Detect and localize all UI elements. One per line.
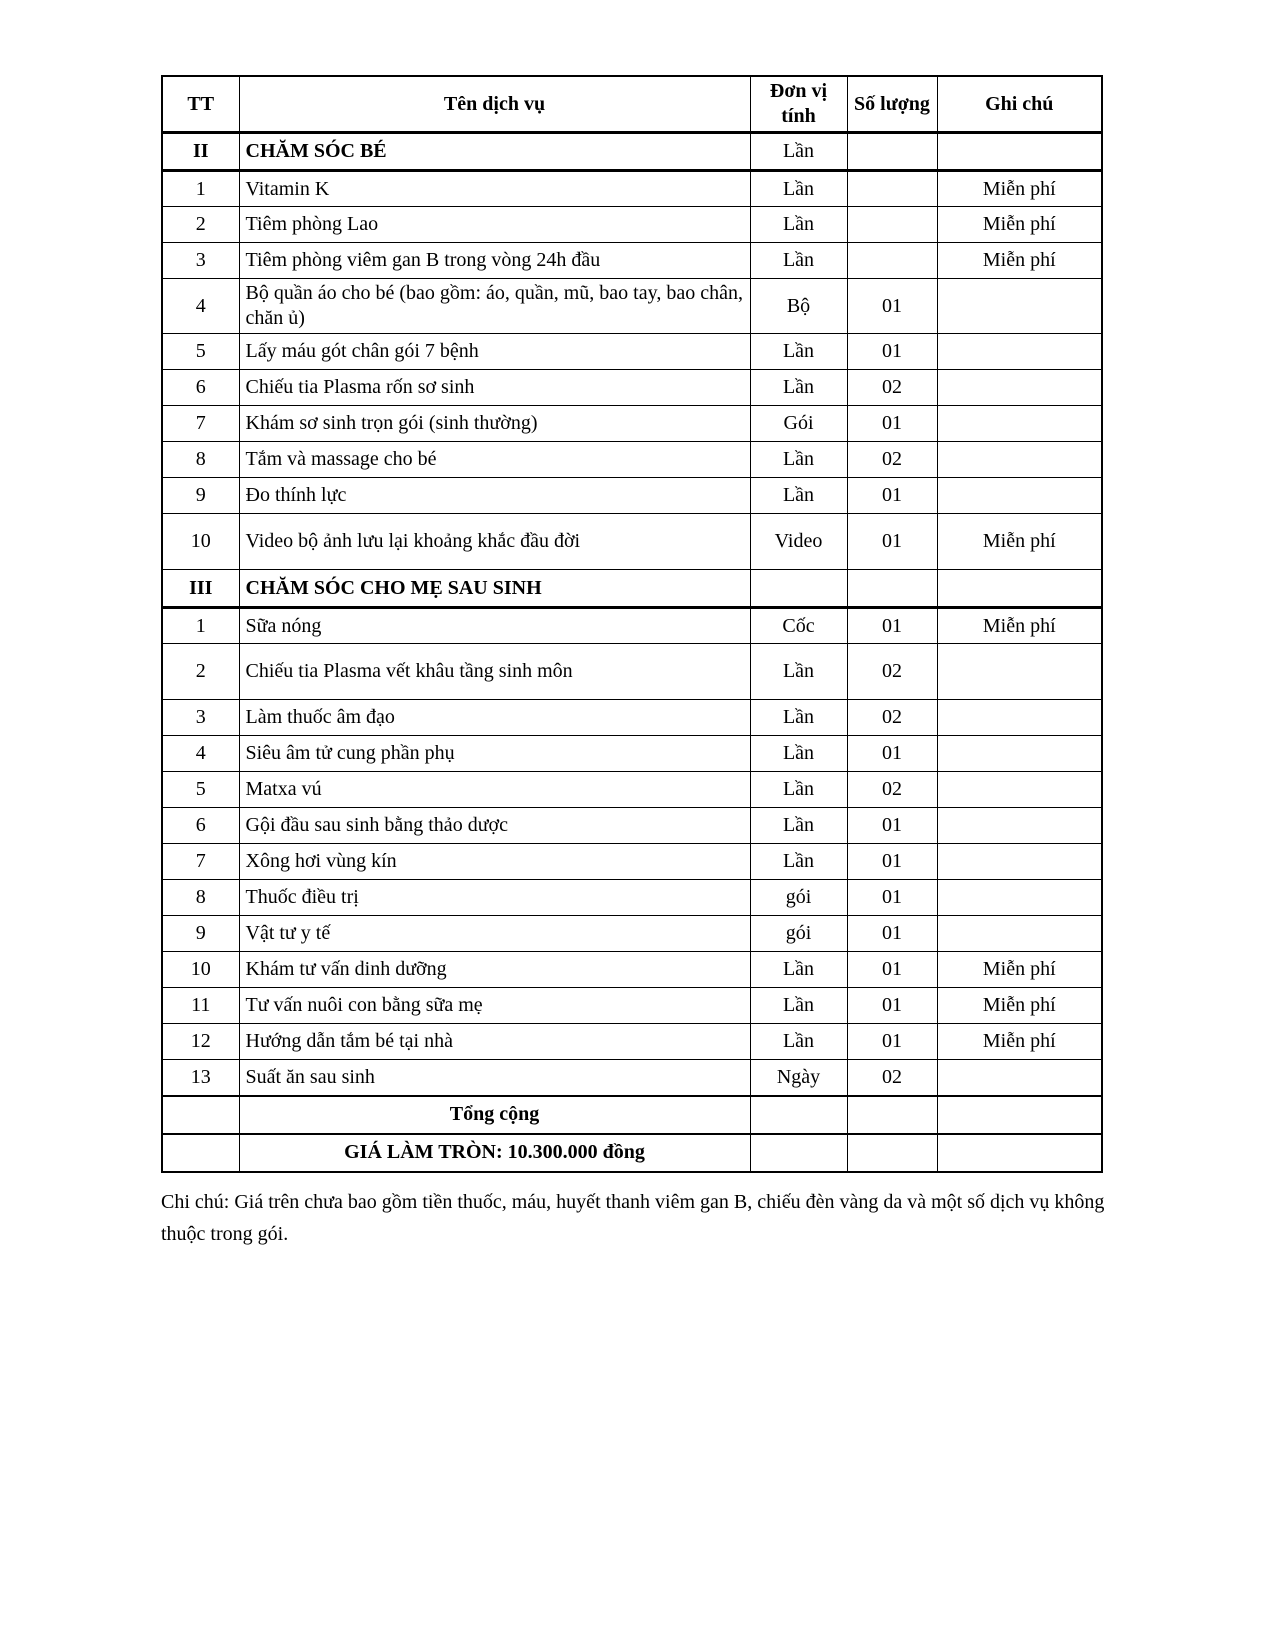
cell-qty: 01 — [847, 844, 937, 880]
table-row — [162, 736, 1102, 772]
cell-tt — [162, 1096, 239, 1134]
cell-note: Miễn phí — [937, 988, 1102, 1024]
cell-note — [937, 1060, 1102, 1096]
cell-tt: 13 — [162, 1060, 239, 1096]
cell-unit: Lần — [750, 243, 847, 279]
cell-name: CHĂM SÓC BÉ — [239, 133, 750, 171]
cell-tt: 9 — [162, 916, 239, 952]
cell-unit: Gói — [750, 406, 847, 442]
cell-tt: 2 — [162, 207, 239, 243]
table-row — [162, 442, 1102, 478]
cell-unit: Lần — [750, 644, 847, 700]
cell-qty — [847, 133, 937, 171]
cell-qty: 02 — [847, 644, 937, 700]
cell-unit: Video — [750, 514, 847, 570]
cell-unit — [750, 1096, 847, 1134]
cell-name: Bộ quần áo cho bé (bao gồm: áo, quần, mũ, bao tay, bao chân, chăn ủ) — [239, 279, 750, 334]
table-row — [162, 772, 1102, 808]
cell-unit: Lần — [750, 700, 847, 736]
cell-unit: Lần — [750, 772, 847, 808]
cell-qty: 02 — [847, 442, 937, 478]
cell-name: Gội đầu sau sinh bằng thảo dược — [239, 808, 750, 844]
table-row — [162, 279, 1102, 334]
cell-tt: II — [162, 133, 239, 171]
cell-note — [937, 916, 1102, 952]
cell-qty: 01 — [847, 334, 937, 370]
cell-name: Làm thuốc âm đạo — [239, 700, 750, 736]
cell-tt — [162, 1134, 239, 1172]
cell-note: Miễn phí — [937, 514, 1102, 570]
cell-qty: 01 — [847, 736, 937, 772]
cell-tt: 6 — [162, 370, 239, 406]
cell-unit: Lần — [750, 844, 847, 880]
cell-name: CHĂM SÓC CHO MẸ SAU SINH — [239, 570, 750, 608]
table-header — [162, 76, 1102, 133]
cell-tt: 10 — [162, 514, 239, 570]
cell-note — [937, 406, 1102, 442]
cell-name: Chiếu tia Plasma vết khâu tầng sinh môn — [239, 644, 750, 700]
cell-name: Tiêm phòng viêm gan B trong vòng 24h đầu — [239, 243, 750, 279]
cell-tt: 11 — [162, 988, 239, 1024]
cell-note — [937, 844, 1102, 880]
table-row — [162, 334, 1102, 370]
cell-tt: 1 — [162, 608, 239, 644]
table-row — [162, 880, 1102, 916]
cell-tt: 7 — [162, 406, 239, 442]
column-header-name: Tên dịch vụ — [239, 76, 750, 133]
table-row — [162, 644, 1102, 700]
cell-note: Miễn phí — [937, 952, 1102, 988]
table-row — [162, 700, 1102, 736]
cell-unit: Lần — [750, 952, 847, 988]
cell-name: Video bộ ảnh lưu lại khoảng khắc đầu đời — [239, 514, 750, 570]
cell-note: Miễn phí — [937, 243, 1102, 279]
table-header-row — [162, 76, 1102, 133]
cell-unit: gói — [750, 880, 847, 916]
cell-name: Sữa nóng — [239, 608, 750, 644]
cell-note — [937, 133, 1102, 171]
cell-qty: 01 — [847, 279, 937, 334]
column-header-tt: TT — [162, 76, 239, 133]
footnote: Chi chú: Giá trên chưa bao gồm tiền thuốc, máu, huyết thanh viêm gan B, chiếu đèn vàng da và một số dịch vụ không thuộc trong gói. — [161, 1190, 1105, 1245]
cell-note — [937, 334, 1102, 370]
cell-name: GIÁ LÀM TRÒN: 10.300.000 đồng — [239, 1134, 750, 1172]
cell-qty: 01 — [847, 916, 937, 952]
cell-unit: Lần — [750, 207, 847, 243]
cell-name: Tắm và massage cho bé — [239, 442, 750, 478]
table-row — [162, 514, 1102, 570]
cell-qty: 02 — [847, 772, 937, 808]
cell-qty: 01 — [847, 988, 937, 1024]
cell-unit: Cốc — [750, 608, 847, 644]
cell-qty: 02 — [847, 370, 937, 406]
cell-note — [937, 279, 1102, 334]
cell-qty: 01 — [847, 514, 937, 570]
table-row — [162, 608, 1102, 644]
cell-qty: 01 — [847, 478, 937, 514]
cell-name: Siêu âm tử cung phần phụ — [239, 736, 750, 772]
cell-unit: Ngày — [750, 1060, 847, 1096]
cell-note — [937, 478, 1102, 514]
section-header-row — [162, 570, 1102, 608]
table-row — [162, 1060, 1102, 1096]
table-row — [162, 844, 1102, 880]
cell-tt: 6 — [162, 808, 239, 844]
cell-note: Miễn phí — [937, 608, 1102, 644]
cell-tt: 8 — [162, 880, 239, 916]
cell-name: Hướng dẫn tắm bé tại nhà — [239, 1024, 750, 1060]
cell-note: Miễn phí — [937, 207, 1102, 243]
cell-unit — [750, 1134, 847, 1172]
cell-name: Vitamin K — [239, 171, 750, 207]
cell-tt: 4 — [162, 279, 239, 334]
cell-qty: 02 — [847, 700, 937, 736]
table-row — [162, 370, 1102, 406]
table-row — [162, 171, 1102, 207]
section-header-row — [162, 133, 1102, 171]
document-content — [161, 75, 1119, 1250]
table-row — [162, 1096, 1102, 1134]
cell-note — [937, 736, 1102, 772]
cell-note — [937, 880, 1102, 916]
cell-qty: 01 — [847, 808, 937, 844]
cell-tt: 12 — [162, 1024, 239, 1060]
cell-tt: 9 — [162, 478, 239, 514]
cell-unit: Lần — [750, 988, 847, 1024]
cell-note — [937, 1134, 1102, 1172]
cell-unit — [750, 570, 847, 608]
cell-note — [937, 442, 1102, 478]
cell-tt: 5 — [162, 334, 239, 370]
table-row — [162, 1024, 1102, 1060]
cell-note — [937, 644, 1102, 700]
cell-tt: 5 — [162, 772, 239, 808]
cell-qty: 02 — [847, 1060, 937, 1096]
table-row — [162, 808, 1102, 844]
cell-tt: 2 — [162, 644, 239, 700]
cell-unit: gói — [750, 916, 847, 952]
cell-unit: Lần — [750, 736, 847, 772]
table-row — [162, 916, 1102, 952]
cell-qty — [847, 171, 937, 207]
cell-note: Miễn phí — [937, 171, 1102, 207]
table-row — [162, 243, 1102, 279]
cell-unit: Lần — [750, 808, 847, 844]
cell-unit: Bộ — [750, 279, 847, 334]
cell-note — [937, 1096, 1102, 1134]
cell-name: Tiêm phòng Lao — [239, 207, 750, 243]
cell-qty: 01 — [847, 608, 937, 644]
cell-unit: Lần — [750, 171, 847, 207]
cell-note — [937, 370, 1102, 406]
cell-name: Chiếu tia Plasma rốn sơ sinh — [239, 370, 750, 406]
table-row — [162, 478, 1102, 514]
cell-tt: 4 — [162, 736, 239, 772]
cell-tt: III — [162, 570, 239, 608]
cell-tt: 3 — [162, 243, 239, 279]
cell-note — [937, 808, 1102, 844]
cell-unit: Lần — [750, 133, 847, 171]
cell-qty — [847, 243, 937, 279]
cell-name: Lấy máu gót chân gói 7 bệnh — [239, 334, 750, 370]
cell-name: Tổng cộng — [239, 1096, 750, 1134]
cell-tt: 10 — [162, 952, 239, 988]
table-body — [162, 133, 1102, 1172]
cell-qty: 01 — [847, 406, 937, 442]
cell-qty — [847, 1134, 937, 1172]
cell-note: Miễn phí — [937, 1024, 1102, 1060]
cell-unit: Lần — [750, 442, 847, 478]
cell-name: Thuốc điều trị — [239, 880, 750, 916]
table-row — [162, 406, 1102, 442]
cell-qty: 01 — [847, 952, 937, 988]
column-header-unit: Đơn vị tính — [750, 76, 847, 133]
table-row — [162, 952, 1102, 988]
cell-unit: Lần — [750, 478, 847, 514]
table-row — [162, 1134, 1102, 1172]
cell-tt: 3 — [162, 700, 239, 736]
cell-name: Khám sơ sinh trọn gói (sinh thường) — [239, 406, 750, 442]
column-header-qty: Số lượng — [847, 76, 937, 133]
cell-qty — [847, 570, 937, 608]
column-header-note: Ghi chú — [937, 76, 1102, 133]
cell-note — [937, 700, 1102, 736]
table-row — [162, 988, 1102, 1024]
cell-name: Vật tư y tế — [239, 916, 750, 952]
cell-name: Suất ăn sau sinh — [239, 1060, 750, 1096]
cell-unit: Lần — [750, 334, 847, 370]
cell-qty — [847, 207, 937, 243]
cell-tt: 7 — [162, 844, 239, 880]
cell-qty: 01 — [847, 1024, 937, 1060]
cell-name: Khám tư vấn dinh dưỡng — [239, 952, 750, 988]
cell-name: Xông hơi vùng kín — [239, 844, 750, 880]
cell-unit: Lần — [750, 370, 847, 406]
cell-note — [937, 570, 1102, 608]
cell-qty: 01 — [847, 880, 937, 916]
cell-name: Matxa vú — [239, 772, 750, 808]
service-price-table — [161, 75, 1103, 1173]
cell-tt: 1 — [162, 171, 239, 207]
cell-qty — [847, 1096, 937, 1134]
cell-unit: Lần — [750, 1024, 847, 1060]
table-row — [162, 207, 1102, 243]
cell-tt: 8 — [162, 442, 239, 478]
cell-name: Tư vấn nuôi con bằng sữa mẹ — [239, 988, 750, 1024]
cell-note — [937, 772, 1102, 808]
cell-name: Đo thính lực — [239, 478, 750, 514]
